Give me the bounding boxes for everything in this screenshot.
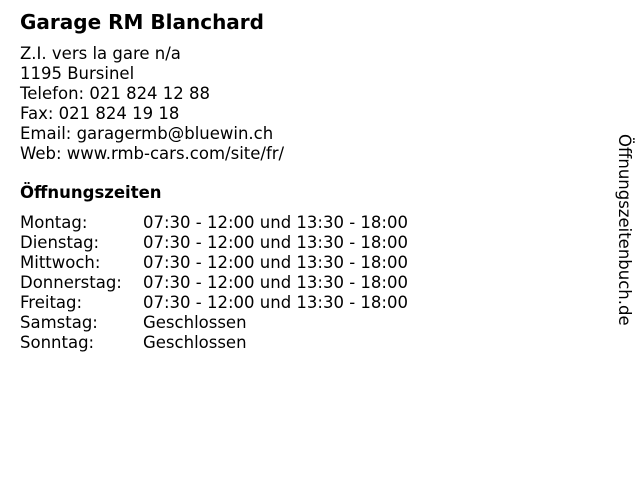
hours-time: 07:30 - 12:00 und 13:30 - 18:00 — [143, 273, 408, 292]
contact-block — [20, 44, 284, 164]
fax-number: Fax: 021 824 19 18 — [20, 104, 180, 123]
hours-time: Geschlossen — [143, 313, 247, 332]
phone-number: Telefon: 021 824 12 88 — [20, 84, 211, 103]
hours-time: 07:30 - 12:00 und 13:30 - 18:00 — [143, 233, 408, 252]
hours-time: 07:30 - 12:00 und 13:30 - 18:00 — [143, 213, 408, 232]
hours-time: 07:30 - 12:00 und 13:30 - 18:00 — [143, 293, 408, 312]
site-brand-vertical — [614, 134, 634, 366]
hours-day: Sonntag: — [20, 333, 95, 352]
website-url: Web: www.rmb-cars.com/site/fr/ — [20, 144, 285, 163]
business-title: Garage RM Blanchard — [20, 10, 264, 34]
hours-day: Montag: — [20, 213, 88, 232]
hours-day: Mittwoch: — [20, 253, 101, 272]
site-brand-text: Öffnungszeitenbuch.de — [615, 134, 634, 326]
hours-day: Freitag: — [20, 293, 83, 312]
opening-hours-heading: Öffnungszeiten — [20, 183, 162, 202]
address-street: Z.I. vers la gare n/a — [20, 44, 181, 63]
email-address: Email: garagermb@bluewin.ch — [20, 124, 274, 143]
hours-day: Samstag: — [20, 313, 98, 332]
hours-day: Dienstag: — [20, 233, 100, 252]
hours-day: Donnerstag: — [20, 273, 122, 292]
hours-time: Geschlossen — [143, 333, 247, 352]
address-city: 1195 Bursinel — [20, 64, 135, 83]
hours-time: 07:30 - 12:00 und 13:30 - 18:00 — [143, 253, 408, 272]
